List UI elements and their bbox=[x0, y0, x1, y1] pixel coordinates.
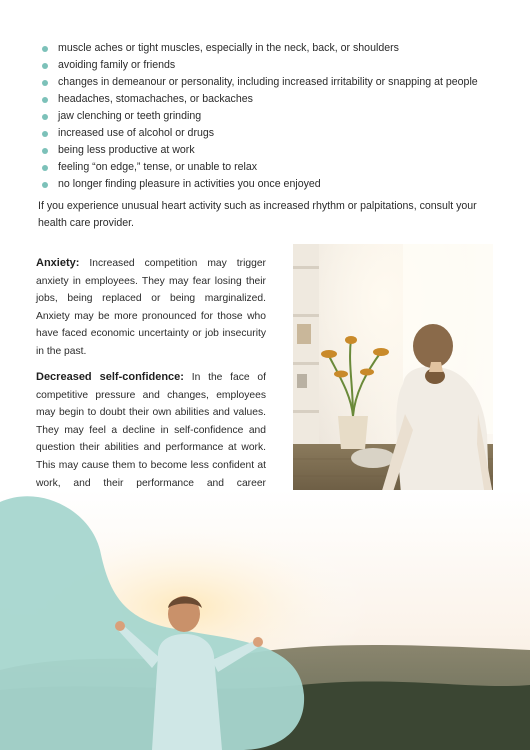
list-item bbox=[40, 159, 500, 176]
meditation-illustration bbox=[293, 244, 493, 524]
sunrise-illustration bbox=[0, 490, 530, 750]
bullet-dot-icon bbox=[42, 114, 48, 120]
bullet-dot-icon bbox=[42, 131, 48, 137]
list-item-text: jaw clenching or teeth grinding bbox=[58, 110, 202, 122]
health-provider-note: If you experience unusual heart activity such as increased rhythm or palpitations, consult your health care provider. bbox=[38, 200, 477, 229]
bullet-dot-icon bbox=[42, 97, 48, 103]
confidence-text: In the face of competitive pressure and changes, employees may begin to doubt their own abilities and values. They may feel a decline in self-confidence and question their abilities and performance at work. This may cause them to become less confident at work, and their performance and career bbox=[36, 372, 266, 489]
list-item-text: being less productive at work bbox=[58, 144, 195, 156]
bullet-dot-icon bbox=[42, 182, 48, 188]
list-item-text: headaches, stomachaches, or backaches bbox=[58, 93, 253, 105]
list-item bbox=[40, 125, 500, 142]
bullet-dot-icon bbox=[42, 63, 48, 69]
bullet-dot-icon bbox=[42, 80, 48, 86]
list-item bbox=[40, 40, 500, 57]
confidence-heading: Decreased self-confidence: bbox=[36, 371, 184, 383]
anxiety-text: Increased competition may trigger anxiety in employees. They may fear losing their jobs, being replaced or being marginalized. Anxiety may be more pronounced for those who have faced economic uncertainty or job insecurity in the past. bbox=[36, 258, 266, 357]
list-item-text: muscle aches or tight muscles, especially in the neck, back, or shoulders bbox=[58, 42, 399, 54]
confidence-paragraph bbox=[36, 369, 266, 510]
list-item-text: avoiding family or friends bbox=[58, 59, 176, 71]
sunrise-photo bbox=[0, 490, 530, 750]
symptom-list bbox=[40, 40, 500, 193]
bullet-dot-icon bbox=[42, 165, 48, 171]
bullet-dot-icon bbox=[42, 148, 48, 154]
list-item bbox=[40, 91, 500, 108]
list-item-text: feeling “on edge,” tense, or unable to relax bbox=[58, 161, 258, 173]
list-item bbox=[40, 57, 500, 74]
list-item-text: changes in demeanour or personality, including increased irritability or snapping at people bbox=[58, 76, 478, 88]
list-item-text: increased use of alcohol or drugs bbox=[58, 127, 215, 139]
list-item bbox=[40, 74, 500, 91]
list-item bbox=[40, 142, 500, 159]
list-item-text: no longer finding pleasure in activities you once enjoyed bbox=[58, 178, 321, 190]
anxiety-paragraph bbox=[36, 255, 266, 361]
anxiety-heading: Anxiety: bbox=[36, 257, 80, 269]
list-item bbox=[40, 176, 500, 193]
meditation-photo bbox=[293, 244, 493, 524]
bullet-dot-icon bbox=[42, 46, 48, 52]
list-item bbox=[40, 108, 500, 125]
